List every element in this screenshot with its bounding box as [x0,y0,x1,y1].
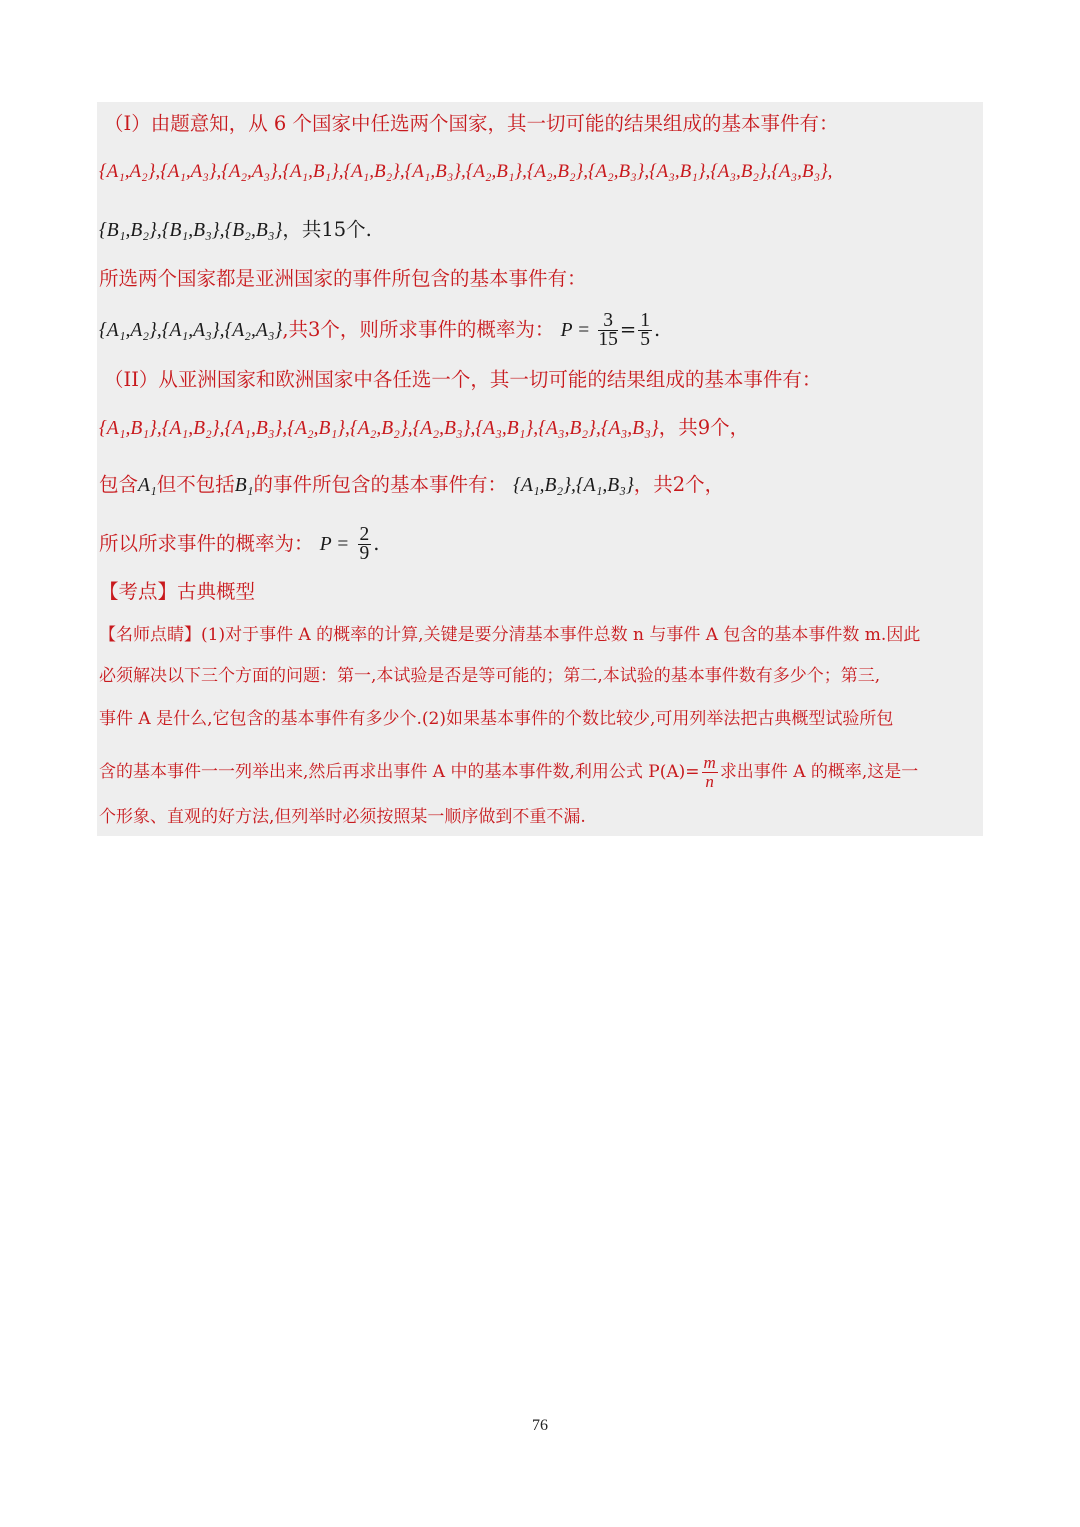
fraction-denominator: 5 [640,329,651,350]
sample-space-list-1: {A₁,A₂},{A₁,A₃},{A₂,A₃},{A₁,B₁},{A₁,B₂},{A₁,B₃},{A₂,B₁},{A₂,B₂},{A₂,B₃},{A₃,B₁},{A₃,B₂},{A₃,B₃}, [99,161,833,182]
probability-line-2 [99,526,379,563]
period: . [373,532,380,555]
asia-events-heading: 所选两个国家都是亚洲国家的事件所包含的基本事件有： [99,267,587,290]
solution-part-2-intro: （II）从亚洲国家和欧洲国家中各任选一个，其一切可能的结果组成的基本事件有： [104,368,822,391]
fraction-denominator: n [705,772,714,791]
asia-event-sets: {A₁,A₂},{A₁,A₃},{A₂,A₃} [99,320,283,341]
symbol-a1: A₁ [138,475,157,496]
fraction-denominator: 15 [598,329,618,350]
equals-sign: = [619,318,637,341]
symbol-b1: B₁ [234,475,254,496]
fraction-numerator: 3 [598,312,618,331]
fraction-numerator: 2 [359,524,370,545]
sample-space-list-2 [99,216,372,245]
text-contains: 包含 [99,473,139,496]
teacher-tip-line-3: 事件 A 是什么,它包含的基本事件有多少个.(2)如果基本事件的个数比较少,可用列举法把古典概型试验所包 [99,709,894,729]
period: . [654,318,661,341]
solution-part-1-intro: （I）由题意知，从 6 个国家中任选两个国家，其一切可能的结果组成的基本事件有： [104,112,839,135]
sample-space-sets-2: {B₁,B₂},{B₁,B₃},{B₂,B₃} [99,220,283,241]
count-2-text: ，共2个， [633,473,725,496]
count-9-text: ，共9个， [658,416,750,439]
fraction-denominator: 9 [359,543,370,564]
page-number: 76 [532,1417,548,1434]
probability-text-1: ,共3个，则所求事件的概率为： [282,318,555,341]
probability-line-1 [99,312,660,349]
fraction-3-15 [598,312,618,349]
count-15-text: ，共15个. [282,218,372,241]
probability-text-2: 所以所求事件的概率为： [99,532,314,555]
teacher-tip-line-5: 个形象、直观的好方法,但列举时必须按照某一顺序做到不重不漏. [99,807,586,827]
text-excludes: 但不包括 [156,473,235,496]
fraction-m-n [702,754,718,791]
teacher-tip-line-4 [99,754,918,791]
asia-europe-pair-sets: {A₁,B₁},{A₁,B₂},{A₁,B₃},{A₂,B₁},{A₂,B₂},{A₂,B₃},{A₃,B₁},{A₃,B₂},{A₃,B₃} [99,418,659,439]
fraction-numerator: 1 [640,310,651,331]
a1-event-sets: {A₁,B₂},{A₁,B₃} [513,475,634,496]
teacher-tip-line-1: 【名师点睛】(1)对于事件 A 的概率的计算,关键是要分清基本事件总数 n 与事件 A 包含的基本事件数 m.因此 [99,625,921,645]
teacher-tip-text-b: 求出事件 A 的概率,这是一 [719,762,919,782]
asia-europe-pairs-line [99,414,749,443]
text-events-include: 的事件所包含的基本事件有： [253,473,507,496]
a1-not-b1-line [99,471,724,500]
fraction-2-9 [358,526,372,563]
formula-p-label-2: P = [319,534,350,555]
key-point-label: 【考点】古典概型 [99,580,256,603]
fraction-1-5 [638,312,652,349]
formula-p-label-1: P = [560,320,591,341]
fraction-numerator: m [703,753,716,772]
teacher-tip-text-a: 含的基本事件一一列举出来,然后再求出事件 A 中的基本事件数,利用公式 P(A)= [99,762,700,782]
teacher-tip-line-2: 必须解决以下三个方面的问题：第一,本试验是否是等可能的；第二,本试验的基本事件数有多少个；第三, [99,666,881,686]
